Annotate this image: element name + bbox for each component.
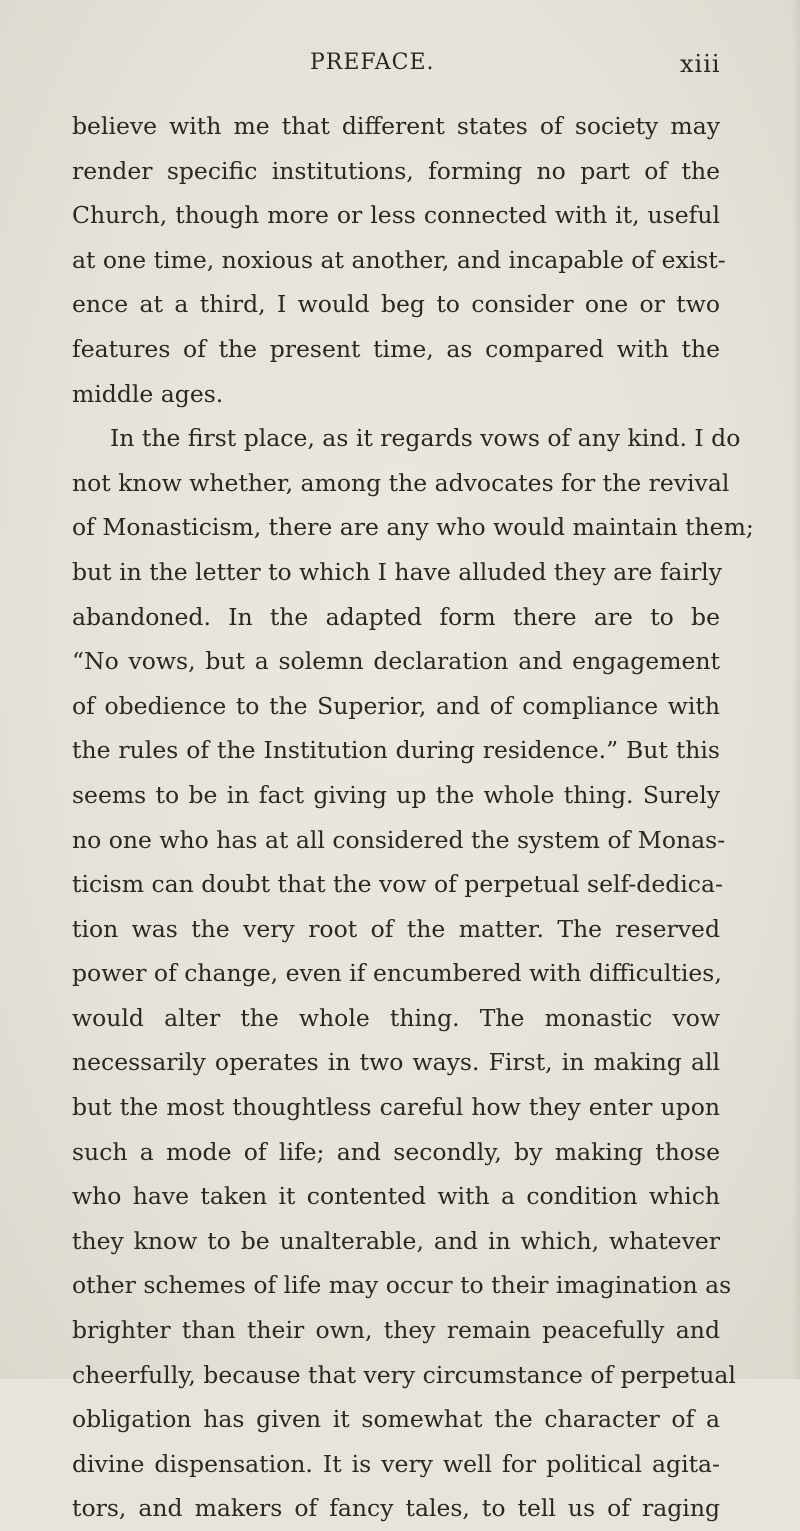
page-header — [0, 50, 800, 84]
text-line: of obedience to the Superior, and of compliance with — [72, 691, 720, 720]
text-line: they know to be unalterable, and in which, whatever — [72, 1226, 720, 1255]
text-line: tion was the very root of the matter. The reserved — [72, 914, 720, 943]
text-line: other schemes of life may occur to their imagination as — [72, 1271, 732, 1300]
page-number: xiii — [680, 50, 721, 78]
text-line: ticism can doubt that the vow of perpetual self-dedica- — [72, 870, 723, 899]
text-line: but the most thoughtless careful how they enter upon — [72, 1093, 720, 1122]
text-line: the rules of the Institution during residence.” But this — [72, 736, 720, 765]
page-edge-shadow — [792, 0, 800, 1379]
text-line: abandoned. In the adapted form there are to be — [72, 602, 720, 631]
text-line: Church, though more or less connected with it, useful — [72, 201, 720, 230]
text-line: divine dispensation. It is very well for political agita- — [72, 1449, 720, 1478]
text-line: obligation has given it somewhat the character of a — [72, 1405, 720, 1434]
body-text — [72, 104, 754, 1531]
running-head: PREFACE. — [310, 50, 435, 75]
text-line: but in the letter to which I have alluded they are fairly — [72, 557, 722, 586]
text-line: such a mode of life; and secondly, by making those — [72, 1137, 720, 1166]
text-line: who have taken it contented with a condition which — [72, 1182, 720, 1211]
text-line: In the first place, as it regards vows of any kind. I do — [110, 424, 741, 453]
text-line: not know whether, among the advocates for the revival — [72, 468, 730, 497]
text-line: of Monasticism, there are any who would maintain them; — [72, 513, 754, 542]
text-line: features of the present time, as compared with the — [72, 334, 720, 363]
text-line: seems to be in fact giving up the whole thing. Surely — [72, 780, 720, 809]
text-line: at one time, noxious at another, and incapable of exist- — [72, 245, 726, 274]
text-line: believe with me that different states of society may — [72, 112, 720, 140]
text-line: render specific institutions, forming no part of the — [72, 156, 720, 185]
text-line: brighter than their own, they remain peacefully and — [72, 1316, 720, 1345]
text-line: necessarily operates in two ways. First, in making all — [72, 1048, 720, 1077]
text-line: no one who has at all considered the system of Monas- — [72, 825, 726, 854]
text-line: middle ages. — [72, 379, 224, 408]
text-line: “No vows, but a solemn declaration and engagement — [72, 647, 720, 676]
text-line: cheerfully, because that very circumstance of perpetual — [72, 1360, 736, 1389]
text-line: tors, and makers of fancy tales, to tell us of raging — [72, 1494, 720, 1523]
text-line: would alter the whole thing. The monastic vow — [72, 1003, 720, 1032]
text-line: power of change, even if encumbered with difficulties, — [72, 959, 722, 988]
text-line: ence at a third, I would beg to consider one or two — [72, 290, 720, 319]
